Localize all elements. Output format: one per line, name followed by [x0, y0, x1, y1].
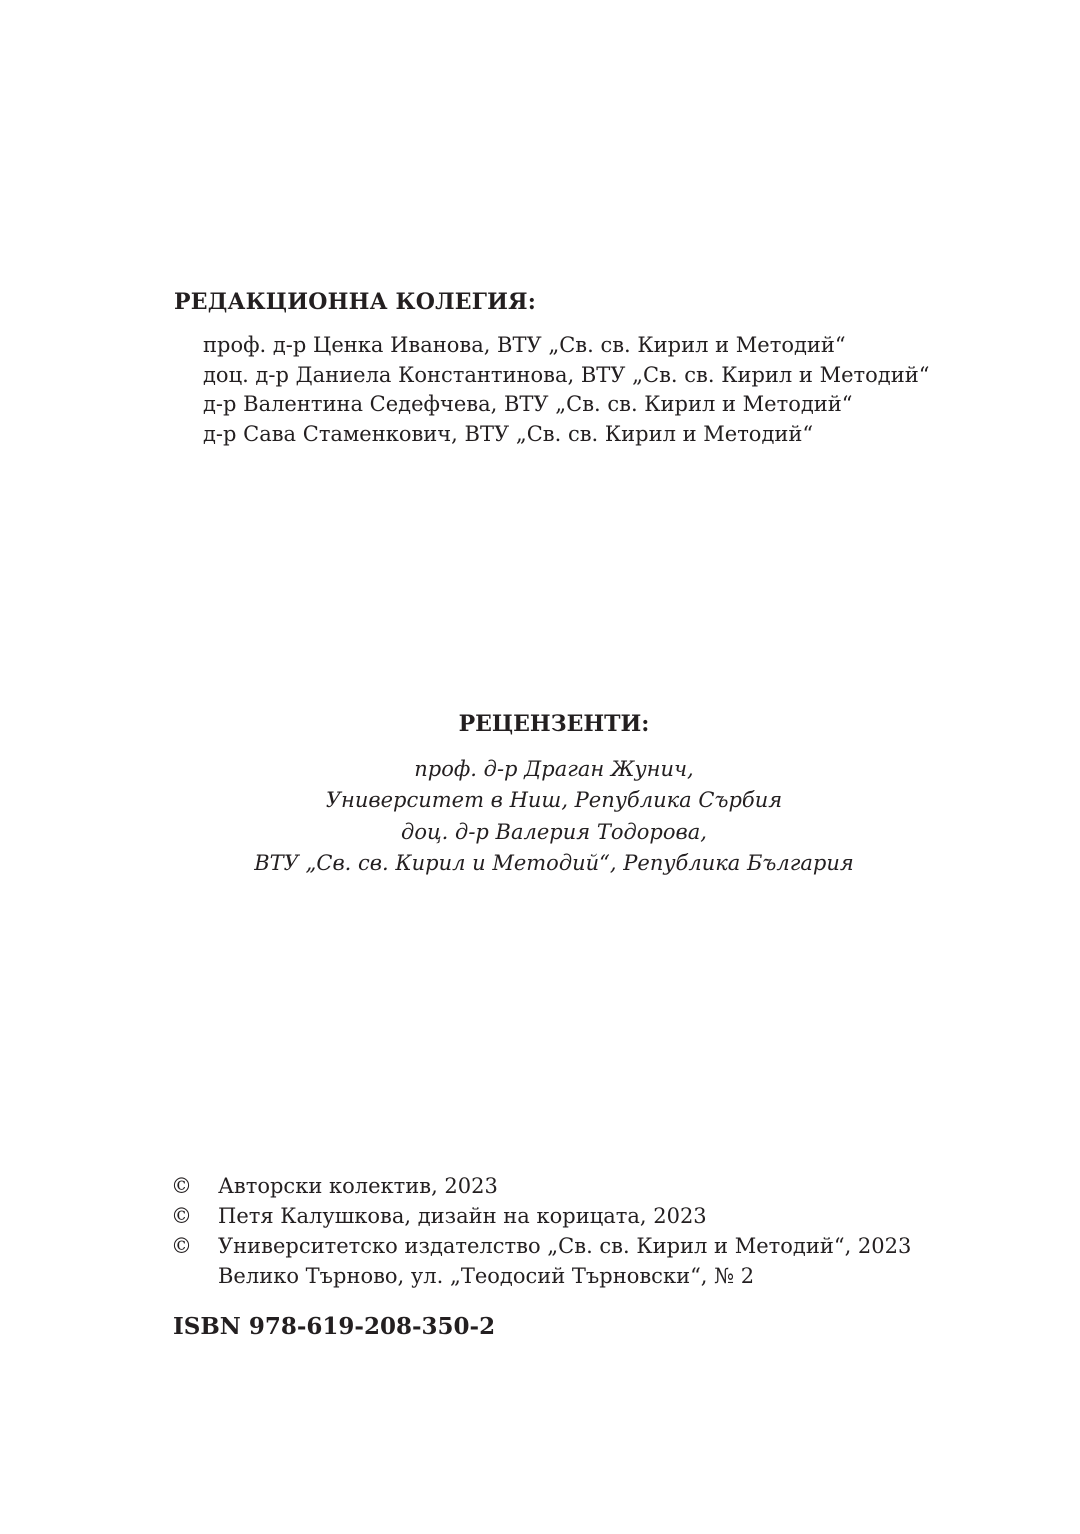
editorial-board-heading: РЕДАКЦИОННА КОЛЕГИЯ: — [174, 289, 537, 315]
reviewer-name: проф. д-р Драган Жунич, — [414, 757, 694, 781]
copyright-icon: © — [171, 1174, 192, 1198]
publisher-address-line — [171, 1261, 911, 1291]
copyright-text: Университетско издателство „Св. св. Кирил и Методий“, 2023 — [218, 1234, 912, 1258]
isbn: ISBN 978-619-208-350-2 — [173, 1313, 496, 1340]
board-member: проф. д-р Ценка Иванова, ВТУ „Св. св. Кирил и Методий“ — [203, 333, 846, 357]
board-member: д-р Сава Стаменкович, ВТУ „Св. св. Кирил и Методий“ — [203, 421, 814, 446]
reviewers-heading: РЕЦЕНЗЕНТИ: — [458, 711, 650, 737]
copyright-text: Петя Калушкова, дизайн на корицата, 2023 — [218, 1204, 707, 1228]
copyright-line — [171, 1231, 911, 1261]
reviewer-affiliation: ВТУ „Св. св. Кирил и Методий“, Република България — [254, 851, 854, 875]
board-member: д-р Валентина Седефчева, ВТУ „Св. св. Кирил и Методий“ — [203, 392, 853, 416]
reviewer-entry — [0, 754, 1080, 816]
copyright-icon: © — [171, 1204, 192, 1228]
copyright-icon: © — [171, 1234, 192, 1258]
copyright-line — [171, 1201, 911, 1231]
reviewer-name: доц. д-р Валерия Тодорова, — [401, 820, 707, 844]
reviewer-entry — [0, 817, 1080, 879]
copyright-block — [171, 1171, 911, 1291]
publisher-address: Велико Търново, ул. „Теодосий Търновски“, № 2 — [218, 1264, 755, 1288]
editorial-board-list — [203, 331, 929, 449]
reviewers-list — [0, 754, 1080, 879]
board-member: доц. д-р Даниела Константинова, ВТУ „Св. св. Кирил и Методий“ — [203, 362, 930, 387]
copyright-text: Авторски колектив, 2023 — [218, 1174, 498, 1198]
copyright-line — [171, 1171, 911, 1201]
reviewer-affiliation: Университет в Ниш, Република Сърбия — [325, 788, 783, 812]
